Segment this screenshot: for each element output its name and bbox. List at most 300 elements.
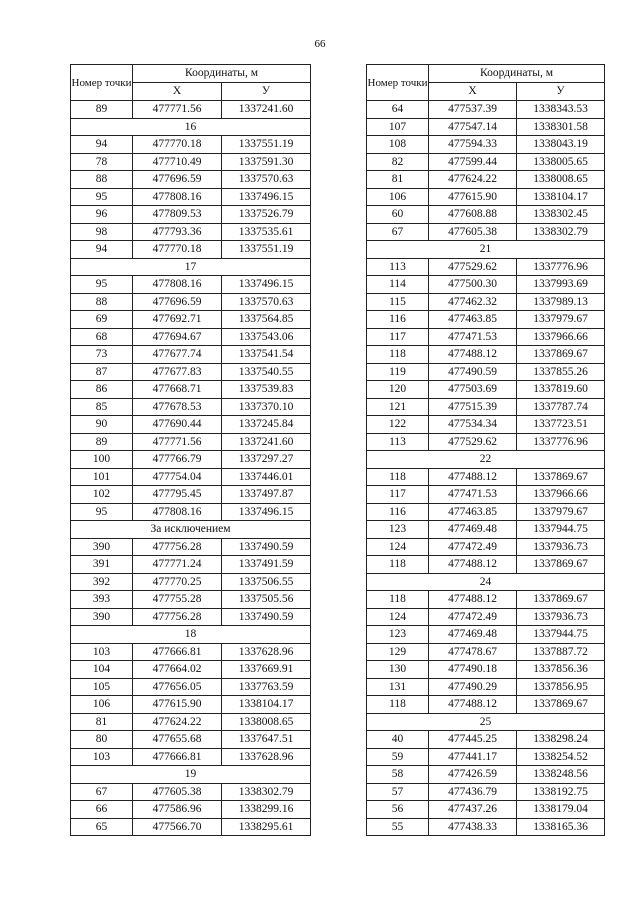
x-coordinate-cell: 477488.12 (429, 556, 517, 574)
y-coordinate-cell: 1338301.58 (517, 118, 605, 136)
x-coordinate-cell: 477809.53 (133, 206, 222, 224)
y-coordinate-cell: 1338295.61 (222, 818, 311, 836)
table-row (71, 241, 311, 259)
table-row (367, 783, 605, 801)
table-row (367, 643, 605, 661)
x-coordinate-cell: 477615.90 (133, 696, 222, 714)
table-row (367, 311, 605, 329)
section-row (367, 573, 605, 591)
point-number-cell: 95 (71, 188, 133, 206)
point-number-header: Номер точки (71, 65, 133, 101)
table-row (71, 206, 311, 224)
y-coordinate-cell: 1337966.66 (517, 328, 605, 346)
point-number-cell: 40 (367, 731, 429, 749)
x-coordinate-cell: 477795.45 (133, 486, 222, 504)
y-coordinate-cell: 1337490.59 (222, 538, 311, 556)
y-coordinate-cell: 1337979.67 (517, 311, 605, 329)
table-row (367, 608, 605, 626)
point-number-cell: 117 (367, 328, 429, 346)
y-coordinate-cell: 1337551.19 (222, 241, 311, 259)
point-number-cell: 115 (367, 293, 429, 311)
table-row (367, 468, 605, 486)
table-row (367, 661, 605, 679)
y-coordinate-cell: 1337869.67 (517, 556, 605, 574)
y-coordinate-cell: 1338179.04 (517, 801, 605, 819)
x-coordinate-cell: 477770.18 (133, 241, 222, 259)
point-number-cell: 89 (71, 101, 133, 119)
section-label: 17 (71, 258, 311, 276)
section-row (71, 118, 311, 136)
coordinates-table-left (70, 64, 311, 836)
point-number-cell: 82 (367, 153, 429, 171)
y-coordinate-cell: 1337543.06 (222, 328, 311, 346)
point-number-cell: 60 (367, 206, 429, 224)
x-coordinate-cell: 477690.44 (133, 416, 222, 434)
table-row (71, 223, 311, 241)
y-coordinate-cell: 1337628.96 (222, 643, 311, 661)
table-row (367, 818, 605, 836)
point-number-cell: 94 (71, 136, 133, 154)
point-number-cell: 118 (367, 346, 429, 364)
section-row (367, 241, 605, 259)
point-number-cell: 85 (71, 398, 133, 416)
table-row (71, 661, 311, 679)
point-number-cell: 67 (367, 223, 429, 241)
x-coordinate-cell: 477624.22 (429, 171, 517, 189)
y-coordinate-cell: 1337776.96 (517, 433, 605, 451)
x-coordinate-cell: 477437.26 (429, 801, 517, 819)
table-row (367, 171, 605, 189)
table-row (367, 696, 605, 714)
table-row (367, 118, 605, 136)
x-coordinate-cell: 477770.18 (133, 136, 222, 154)
y-coordinate-cell: 1338298.24 (517, 731, 605, 749)
table-row (71, 731, 311, 749)
x-coordinate-cell: 477664.02 (133, 661, 222, 679)
section-label: За исключением (71, 521, 311, 539)
point-number-cell: 67 (71, 783, 133, 801)
table-row (71, 136, 311, 154)
table-left-body (71, 65, 311, 836)
point-number-cell: 113 (367, 258, 429, 276)
section-label: 19 (71, 766, 311, 784)
x-coordinate-cell: 477624.22 (133, 713, 222, 731)
point-number-cell: 106 (367, 188, 429, 206)
table-row (71, 311, 311, 329)
point-number-cell: 88 (71, 293, 133, 311)
point-number-cell: 116 (367, 311, 429, 329)
table-row (367, 136, 605, 154)
x-coordinate-cell: 477500.30 (429, 276, 517, 294)
x-coordinate-cell: 477710.49 (133, 153, 222, 171)
y-coordinate-cell: 1337993.69 (517, 276, 605, 294)
y-coordinate-cell: 1337723.51 (517, 416, 605, 434)
x-coordinate-cell: 477586.96 (133, 801, 222, 819)
x-coordinate-cell: 477471.53 (429, 328, 517, 346)
table-row (367, 591, 605, 609)
table-row (367, 293, 605, 311)
y-coordinate-cell: 1337241.60 (222, 433, 311, 451)
point-number-cell: 118 (367, 591, 429, 609)
section-row (71, 626, 311, 644)
x-coordinate-cell: 477472.49 (429, 608, 517, 626)
y-coordinate-cell: 1337936.73 (517, 538, 605, 556)
point-number-cell: 95 (71, 503, 133, 521)
point-number-cell: 66 (71, 801, 133, 819)
y-header: У (222, 83, 311, 101)
x-coordinate-cell: 477692.71 (133, 311, 222, 329)
point-number-cell: 55 (367, 818, 429, 836)
table-right-body (367, 65, 605, 836)
section-label: 21 (367, 241, 605, 259)
table-row (367, 363, 605, 381)
point-number-cell: 392 (71, 573, 133, 591)
table-row (71, 451, 311, 469)
x-coordinate-cell: 477472.49 (429, 538, 517, 556)
table-row (367, 398, 605, 416)
y-coordinate-cell: 1337490.59 (222, 608, 311, 626)
table-row (367, 626, 605, 644)
x-coordinate-cell: 477488.12 (429, 346, 517, 364)
y-coordinate-cell: 1337887.72 (517, 643, 605, 661)
y-coordinate-cell: 1337241.60 (222, 101, 311, 119)
x-coordinate-cell: 477754.04 (133, 468, 222, 486)
x-coordinate-cell: 477547.14 (429, 118, 517, 136)
section-row (71, 521, 311, 539)
x-coordinate-cell: 477756.28 (133, 538, 222, 556)
point-number-cell: 119 (367, 363, 429, 381)
table-row (71, 801, 311, 819)
table-row (367, 486, 605, 504)
table-header-row (367, 65, 605, 83)
y-coordinate-cell: 1338248.56 (517, 766, 605, 784)
y-coordinate-cell: 1338302.79 (517, 223, 605, 241)
x-coordinate-cell: 477441.17 (429, 748, 517, 766)
point-number-cell: 114 (367, 276, 429, 294)
y-coordinate-cell: 1337370.10 (222, 398, 311, 416)
y-coordinate-cell: 1337245.84 (222, 416, 311, 434)
x-coordinate-cell: 477771.56 (133, 433, 222, 451)
y-coordinate-cell: 1337763.59 (222, 678, 311, 696)
table-row (71, 328, 311, 346)
table-row (71, 433, 311, 451)
point-number-cell: 108 (367, 136, 429, 154)
point-number-cell: 391 (71, 556, 133, 574)
y-coordinate-cell: 1337497.87 (222, 486, 311, 504)
point-number-cell: 104 (71, 661, 133, 679)
point-number-header: Номер точки (367, 65, 429, 101)
table-row (367, 766, 605, 784)
y-coordinate-cell: 1338104.17 (222, 696, 311, 714)
table-row (71, 153, 311, 171)
x-coordinate-cell: 477488.12 (429, 696, 517, 714)
point-number-cell: 121 (367, 398, 429, 416)
table-row (367, 538, 605, 556)
x-coordinate-cell: 477529.62 (429, 433, 517, 451)
table-row (71, 188, 311, 206)
y-coordinate-cell: 1337856.95 (517, 678, 605, 696)
point-number-cell: 124 (367, 538, 429, 556)
section-row (71, 258, 311, 276)
x-coordinate-cell: 477462.32 (429, 293, 517, 311)
point-number-cell: 129 (367, 643, 429, 661)
x-coordinate-cell: 477696.59 (133, 171, 222, 189)
section-label: 25 (367, 713, 605, 731)
x-coordinate-cell: 477771.24 (133, 556, 222, 574)
y-coordinate-cell: 1337496.15 (222, 188, 311, 206)
y-coordinate-cell: 1337787.74 (517, 398, 605, 416)
table-row (71, 678, 311, 696)
point-number-cell: 95 (71, 276, 133, 294)
x-coordinate-cell: 477808.16 (133, 503, 222, 521)
table-row (71, 416, 311, 434)
x-coordinate-cell: 477677.74 (133, 346, 222, 364)
table-row (71, 818, 311, 836)
y-coordinate-cell: 1337496.15 (222, 503, 311, 521)
coordinates-header: Координаты, м (429, 65, 605, 83)
table-row (367, 153, 605, 171)
y-coordinate-cell: 1337506.55 (222, 573, 311, 591)
x-coordinate-cell: 477463.85 (429, 503, 517, 521)
point-number-cell: 390 (71, 538, 133, 556)
x-coordinate-cell: 477594.33 (429, 136, 517, 154)
y-coordinate-cell: 1337936.73 (517, 608, 605, 626)
table-row (71, 608, 311, 626)
point-number-cell: 89 (71, 433, 133, 451)
table-row (367, 258, 605, 276)
point-number-cell: 118 (367, 468, 429, 486)
table-row (71, 556, 311, 574)
table-row (367, 188, 605, 206)
x-coordinate-cell: 477438.33 (429, 818, 517, 836)
table-row (367, 433, 605, 451)
coordinates-table-right (366, 64, 605, 836)
table-row (367, 101, 605, 119)
y-coordinate-cell: 1337869.67 (517, 696, 605, 714)
y-coordinate-cell: 1338008.65 (517, 171, 605, 189)
x-coordinate-cell: 477615.90 (429, 188, 517, 206)
x-coordinate-cell: 477515.39 (429, 398, 517, 416)
table-row (367, 206, 605, 224)
x-coordinate-cell: 477605.38 (429, 223, 517, 241)
point-number-cell: 393 (71, 591, 133, 609)
point-number-cell: 390 (71, 608, 133, 626)
x-header: X (429, 83, 517, 101)
point-number-cell: 73 (71, 346, 133, 364)
point-number-cell: 68 (71, 328, 133, 346)
y-coordinate-cell: 1337551.19 (222, 136, 311, 154)
y-coordinate-cell: 1337570.63 (222, 293, 311, 311)
table-row (367, 328, 605, 346)
x-coordinate-cell: 477534.34 (429, 416, 517, 434)
y-coordinate-cell: 1337591.30 (222, 153, 311, 171)
y-coordinate-cell: 1337496.15 (222, 276, 311, 294)
table-row (71, 696, 311, 714)
point-number-cell: 103 (71, 748, 133, 766)
table-row (71, 538, 311, 556)
table-row (71, 171, 311, 189)
point-number-cell: 102 (71, 486, 133, 504)
table-row (367, 521, 605, 539)
y-coordinate-cell: 1338043.19 (517, 136, 605, 154)
x-coordinate-cell: 477503.69 (429, 381, 517, 399)
table-row (367, 556, 605, 574)
x-coordinate-cell: 477770.25 (133, 573, 222, 591)
y-coordinate-cell: 1338165.36 (517, 818, 605, 836)
table-row (367, 748, 605, 766)
x-coordinate-cell: 477469.48 (429, 521, 517, 539)
y-coordinate-cell: 1337541.54 (222, 346, 311, 364)
x-coordinate-cell: 477478.67 (429, 643, 517, 661)
table-row (71, 486, 311, 504)
table-row (367, 801, 605, 819)
y-coordinate-cell: 1337491.59 (222, 556, 311, 574)
x-coordinate-cell: 477694.67 (133, 328, 222, 346)
y-coordinate-cell: 1337505.56 (222, 591, 311, 609)
table-row (367, 416, 605, 434)
x-coordinate-cell: 477793.36 (133, 223, 222, 241)
point-number-cell: 59 (367, 748, 429, 766)
point-number-cell: 58 (367, 766, 429, 784)
page-number: 66 (314, 38, 326, 50)
x-coordinate-cell: 477808.16 (133, 188, 222, 206)
y-coordinate-cell: 1338299.16 (222, 801, 311, 819)
point-number-cell: 116 (367, 503, 429, 521)
y-coordinate-cell: 1337855.26 (517, 363, 605, 381)
table-row (367, 678, 605, 696)
point-number-cell: 86 (71, 381, 133, 399)
section-label: 16 (71, 118, 311, 136)
table-row (71, 591, 311, 609)
y-coordinate-cell: 1338302.79 (222, 783, 311, 801)
x-coordinate-cell: 477666.81 (133, 748, 222, 766)
point-number-cell: 81 (367, 171, 429, 189)
x-coordinate-cell: 477490.18 (429, 661, 517, 679)
y-coordinate-cell: 1337819.60 (517, 381, 605, 399)
point-number-cell: 113 (367, 433, 429, 451)
y-coordinate-cell: 1337944.75 (517, 521, 605, 539)
point-number-cell: 130 (367, 661, 429, 679)
y-coordinate-cell: 1337647.51 (222, 731, 311, 749)
y-coordinate-cell: 1337628.96 (222, 748, 311, 766)
y-coordinate-cell: 1337526.79 (222, 206, 311, 224)
point-number-cell: 88 (71, 171, 133, 189)
table-row (71, 381, 311, 399)
x-coordinate-cell: 477771.56 (133, 101, 222, 119)
y-coordinate-cell: 1337944.75 (517, 626, 605, 644)
y-coordinate-cell: 1337535.61 (222, 223, 311, 241)
point-number-cell: 106 (71, 696, 133, 714)
table-row (71, 573, 311, 591)
y-coordinate-cell: 1338104.17 (517, 188, 605, 206)
point-number-cell: 122 (367, 416, 429, 434)
table-row (71, 346, 311, 364)
table-row (71, 293, 311, 311)
point-number-cell: 96 (71, 206, 133, 224)
x-coordinate-cell: 477436.79 (429, 783, 517, 801)
x-coordinate-cell: 477488.12 (429, 468, 517, 486)
point-number-cell: 64 (367, 101, 429, 119)
x-coordinate-cell: 477490.59 (429, 363, 517, 381)
point-number-cell: 90 (71, 416, 133, 434)
y-coordinate-cell: 1337869.67 (517, 346, 605, 364)
point-number-cell: 107 (367, 118, 429, 136)
point-number-cell: 57 (367, 783, 429, 801)
table-header-row (71, 65, 311, 83)
table-row (71, 643, 311, 661)
y-coordinate-cell: 1337869.67 (517, 468, 605, 486)
y-coordinate-cell: 1337570.63 (222, 171, 311, 189)
point-number-cell: 105 (71, 678, 133, 696)
point-number-cell: 118 (367, 696, 429, 714)
point-number-cell: 69 (71, 311, 133, 329)
point-number-cell: 87 (71, 363, 133, 381)
x-coordinate-cell: 477426.59 (429, 766, 517, 784)
section-label: 24 (367, 573, 605, 591)
y-coordinate-cell: 1337869.67 (517, 591, 605, 609)
y-coordinate-cell: 1338254.52 (517, 748, 605, 766)
point-number-cell: 98 (71, 223, 133, 241)
point-number-cell: 56 (367, 801, 429, 819)
x-coordinate-cell: 477666.81 (133, 643, 222, 661)
x-coordinate-cell: 477668.71 (133, 381, 222, 399)
y-coordinate-cell: 1338302.45 (517, 206, 605, 224)
table-row (71, 398, 311, 416)
x-coordinate-cell: 477605.38 (133, 783, 222, 801)
x-coordinate-cell: 477608.88 (429, 206, 517, 224)
point-number-cell: 94 (71, 241, 133, 259)
table-row (71, 276, 311, 294)
point-number-cell: 124 (367, 608, 429, 626)
point-number-cell: 100 (71, 451, 133, 469)
table-row (367, 276, 605, 294)
table-row (71, 503, 311, 521)
x-coordinate-cell: 477529.62 (429, 258, 517, 276)
x-coordinate-cell: 477537.39 (429, 101, 517, 119)
x-coordinate-cell: 477677.83 (133, 363, 222, 381)
y-coordinate-cell: 1337446.01 (222, 468, 311, 486)
section-row (367, 451, 605, 469)
y-coordinate-cell: 1338005.65 (517, 153, 605, 171)
y-coordinate-cell: 1337776.96 (517, 258, 605, 276)
x-coordinate-cell: 477656.05 (133, 678, 222, 696)
point-number-cell: 65 (71, 818, 133, 836)
y-coordinate-cell: 1337539.83 (222, 381, 311, 399)
y-coordinate-cell: 1337966.66 (517, 486, 605, 504)
x-coordinate-cell: 477566.70 (133, 818, 222, 836)
x-coordinate-cell: 477755.28 (133, 591, 222, 609)
y-coordinate-cell: 1338008.65 (222, 713, 311, 731)
table-row (71, 468, 311, 486)
x-coordinate-cell: 477766.79 (133, 451, 222, 469)
x-coordinate-cell: 477696.59 (133, 293, 222, 311)
table-row (71, 363, 311, 381)
table-row (71, 713, 311, 731)
table-row (71, 101, 311, 119)
y-coordinate-cell: 1337856.36 (517, 661, 605, 679)
x-coordinate-cell: 477469.48 (429, 626, 517, 644)
table-row (71, 783, 311, 801)
x-coordinate-cell: 477808.16 (133, 276, 222, 294)
table-row (367, 731, 605, 749)
x-header: X (133, 83, 222, 101)
coordinates-header: Координаты, м (133, 65, 311, 83)
y-coordinate-cell: 1337989.13 (517, 293, 605, 311)
section-row (367, 713, 605, 731)
table-row (367, 346, 605, 364)
table-row (367, 223, 605, 241)
point-number-cell: 103 (71, 643, 133, 661)
